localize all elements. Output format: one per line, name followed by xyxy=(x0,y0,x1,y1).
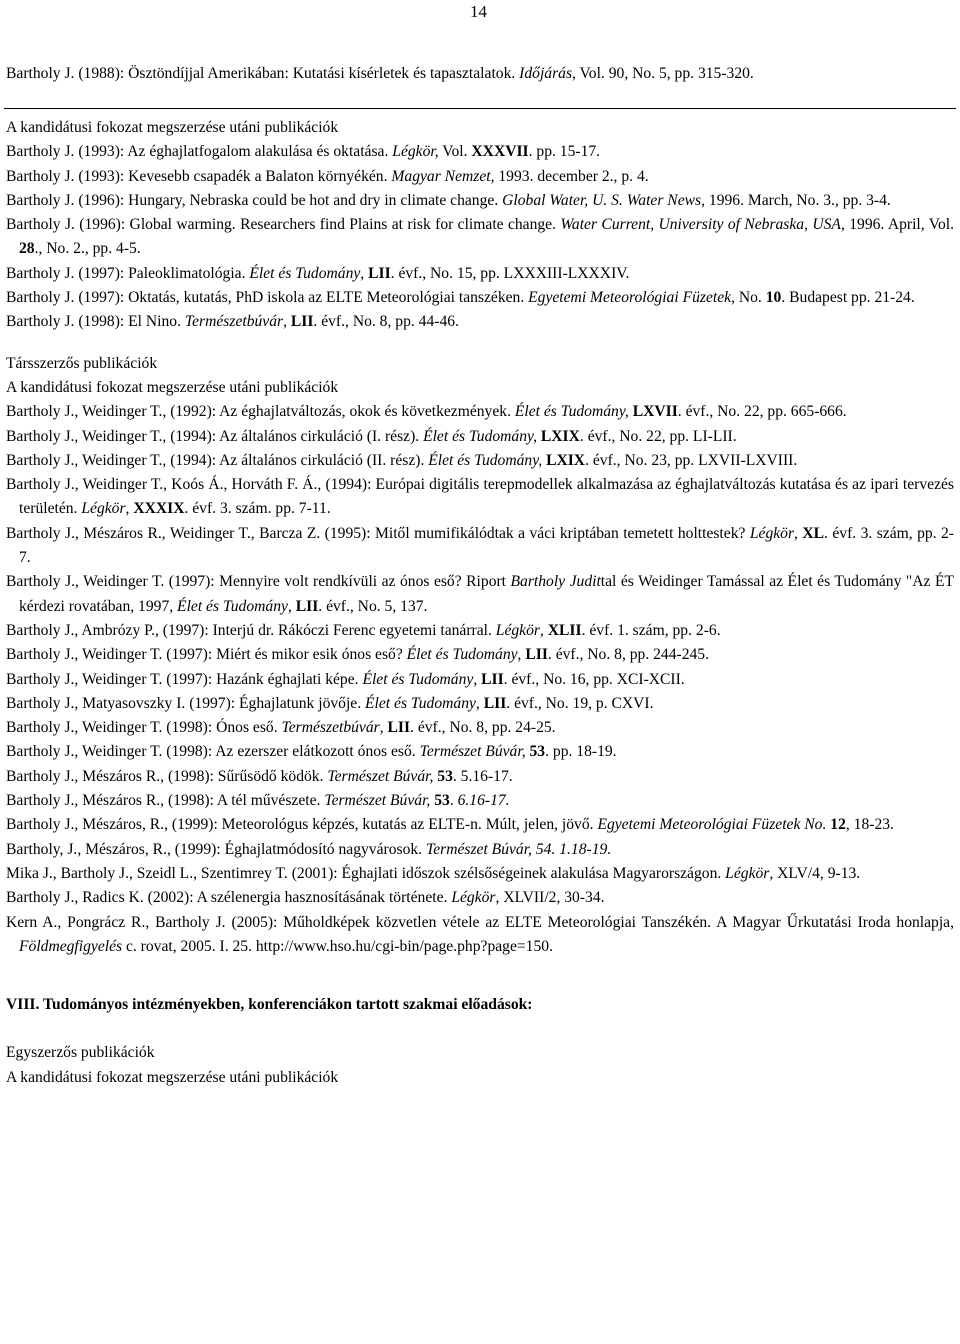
bibliography-entry xyxy=(6,862,954,886)
bold-run: LII xyxy=(525,646,548,664)
bold-run: LII xyxy=(387,719,411,737)
text-run: . évf., No. 22, pp. 665-666. xyxy=(677,403,847,421)
main-block xyxy=(6,116,954,1090)
bold-run: 12 xyxy=(830,816,846,834)
text-run: , Vol. 90, No. 5, pp. 315-320. xyxy=(572,65,754,82)
bibliography-entry xyxy=(6,570,954,619)
text-run: . évf., No. 5, 137. xyxy=(318,597,428,615)
text-run: Bartholy J., Mészáros R., Weidinger T., Barcza Z. (1995): Mitől mumifikálódtak a váci kriptában temetett holttestek? xyxy=(6,524,750,542)
text-run: . évf., No. 15, pp. LXXXIII-LXXXIV. xyxy=(390,264,630,282)
text-run: Bartholy J. (1993): Az éghajlatfogalom alakulása és oktatása. xyxy=(6,143,393,161)
text-run: , xyxy=(475,694,484,712)
bold-run: LII xyxy=(295,597,319,615)
bibliography-entry xyxy=(6,473,954,522)
bibliography-entry xyxy=(6,619,954,643)
italic-run: Global Water, U. S. Water News, xyxy=(502,191,706,209)
italic-run: Légkör xyxy=(451,889,496,907)
entry-list-top xyxy=(6,62,954,86)
italic-run: Természet Búvár, xyxy=(327,767,434,785)
horizontal-rule xyxy=(4,108,956,109)
italic-run: Légkör xyxy=(495,621,540,639)
text-run: , XLVII/2, 30-34. xyxy=(495,889,605,907)
bibliography-entry xyxy=(6,838,954,862)
bibliography-entry xyxy=(6,765,954,789)
section-heading-post-candidacy-2: A kandidátusi fokozat megszerzése utáni publikációk xyxy=(6,378,339,396)
text-run: Bartholy J. (1996): Global warming. Researchers find Plains at risk for climate change. xyxy=(6,216,561,234)
text-run: , xyxy=(360,264,369,282)
text-run: Bartholy J., Weidinger T. (1997): Mennyire volt rendkívüli az ónos eső? Riport xyxy=(6,573,511,591)
section-heading-single-author: Egyszerzős publikációk xyxy=(6,1044,155,1062)
bibliography-entry xyxy=(6,886,954,910)
text-run: . évf. 3. szám, pp. 2-7. xyxy=(19,524,954,567)
bold-run: XXXIX xyxy=(133,500,185,518)
text-run: ., No. 2., pp. 4-5. xyxy=(34,240,141,258)
text-run: . évf., No. 8, pp. 44-46. xyxy=(313,313,459,331)
text-run: 1993. december 2., p. 4. xyxy=(494,167,649,185)
text-run: Bartholy J., Weidinger T., Koós Á., Horváth F. Á., (1994): Európai digitális terepmodellek alkalmazása az éghajlatváltozás kutatása és az ipari tervezés területén. xyxy=(6,476,954,518)
section-heading-post-candidacy: A kandidátusi fokozat megszerzése utáni publikációk xyxy=(6,119,339,136)
bibliography-entry xyxy=(6,789,954,813)
text-run: Bartholy J. (1997): Paleoklimatológia. xyxy=(6,264,250,282)
text-run: , xyxy=(287,597,296,615)
bold-run: XXXVII xyxy=(471,143,529,161)
text-run: Bartholy J., Weidinger T. (1998): Az ezerszer elátkozott ónos eső. xyxy=(6,743,420,761)
italic-run: Élet és Tudomány xyxy=(362,670,474,688)
text-run: Bartholy J., Mészáros, R., (1999): Meteorológus képzés, kutatás az ELTE-n. Múlt, jelen, jövő. xyxy=(6,816,598,834)
italic-run: Élet és Tudomány xyxy=(249,264,361,282)
text-run: 1996. April, Vol. xyxy=(844,216,955,234)
bold-run: XL xyxy=(802,524,825,542)
text-run: . évf., No. 16, pp. XCI-XCII. xyxy=(503,670,685,688)
italic-run: Földmegfigyelés xyxy=(19,937,123,955)
italic-run: Természetbúvár xyxy=(184,313,284,331)
italic-run: Élet és Tudomány, xyxy=(423,427,537,445)
bibliography-entry xyxy=(6,911,954,960)
bibliography-entry xyxy=(6,716,954,740)
text-run: Mika J., Bartholy J., Szeidl L., Szentimrey T. (2001): Éghajlati időszok szélsőségeinek alakulása Magyarországon. xyxy=(6,864,726,882)
italic-run: Természet Búvár, xyxy=(419,743,526,761)
text-run: , xyxy=(539,621,548,639)
text-run: Bartholy J. (1998): El Nino. xyxy=(6,313,185,331)
bold-run: 28 xyxy=(19,240,35,258)
page-number: 14 xyxy=(470,2,487,21)
italic-run: Természet Búvár, 54. 1.18-19. xyxy=(425,840,612,858)
italic-run: Élet és Tudomány, xyxy=(428,451,543,469)
text-run: . xyxy=(449,792,458,810)
text-run: 1996. March, No. 3., pp. 3-4. xyxy=(705,191,891,209)
text-run: Bartholy J., Mészáros R., (1998): Sűrűsödő ködök. xyxy=(6,767,328,785)
italic-run: 6.16-17. xyxy=(457,792,510,810)
text-run: . évf. 3. szám. pp. 7-11. xyxy=(184,500,331,518)
section-heading-coauthored: Társszerzős publikációk xyxy=(6,354,158,372)
italic-run: Egyetemi Meteorológiai Füzetek No. xyxy=(597,816,827,834)
text-run: . évf. 1. szám, pp. 2-6. xyxy=(581,621,721,639)
bibliography-entry xyxy=(6,740,954,764)
italic-run: Water Current, University of Nebraska, USA, xyxy=(560,216,845,234)
text-run: , xyxy=(283,313,291,331)
text-run: . pp. 18-19. xyxy=(545,743,617,761)
top-block xyxy=(6,62,954,86)
bold-run: LXIX xyxy=(546,451,586,469)
bibliography-entry xyxy=(6,400,954,424)
bold-run: LII xyxy=(481,670,504,688)
bibliography-entry xyxy=(6,643,954,667)
section-heading-post-candidacy-3: A kandidátusi fokozat megszerzése utáni publikációk xyxy=(6,1068,339,1086)
bibliography-entry xyxy=(6,310,954,334)
italic-run: Magyar Nemzet, xyxy=(391,167,495,185)
text-run: c. rovat, 2005. I. 25. http://www.hso.hu/cgi-bin/page.php?page=150. xyxy=(122,937,553,955)
text-run: , xyxy=(794,524,803,542)
bold-run: 53 xyxy=(529,743,546,761)
text-run: . évf., No. 22, pp. LI-LII. xyxy=(579,427,737,445)
italic-run: Bartholy Judit xyxy=(510,573,601,591)
text-run: Bartholy J. (1993): Kevesebb csapadék a Balaton környékén. xyxy=(6,167,392,185)
text-run: . évf., No. 23, pp. LXVII-LXVIII. xyxy=(585,451,798,469)
text-run: Bartholy J., Weidinger T. (1998): Ónos eső. xyxy=(6,719,282,737)
text-run: Bartholy J. (1996): Hungary, Nebraska could be hot and dry in climate change. xyxy=(6,191,503,209)
bibliography-entry xyxy=(6,165,954,189)
text-run: Bartholy J., Weidinger T., (1992): Az éghajlatváltozás, okok és következmények. xyxy=(6,403,515,421)
bibliography-entry xyxy=(6,262,954,286)
bold-run: 53 xyxy=(437,767,453,785)
text-run: . Budapest pp. 21-24. xyxy=(781,289,915,307)
italic-run: Élet és Tudomány, xyxy=(514,403,629,421)
italic-run: Légkör xyxy=(749,524,795,542)
text-run: Bartholy J., Weidinger T. (1997): Miért és mikor esik ónos eső? xyxy=(6,646,407,664)
bibliography-entry xyxy=(6,140,954,164)
text-run: Kern A., Pongrácz R., Bartholy J. (2005): Műholdképek közvetlen vétele az ELTE Meteorológiai Tanszékén. A Magyar Űrkutatási Iroda honlapja, xyxy=(6,913,954,931)
bibliography-entry xyxy=(6,668,954,692)
bold-run: LII xyxy=(290,313,314,331)
section-title-lectures: VIII. Tudományos intézményekben, konferenciákon tartott szakmai előadások: xyxy=(6,996,533,1014)
italic-run: Élet és Tudomány xyxy=(177,597,288,615)
text-run: . évf., No. 8, pp. 244-245. xyxy=(547,646,710,664)
bibliography-entry xyxy=(6,62,954,86)
text-run: tal és Weidinger Tamással az Élet és Tudomány "Az ÉT kérdezi rovatában, 1997, xyxy=(19,573,954,615)
text-run: , XLV/4, 9-13. xyxy=(769,864,861,882)
bold-run: 53 xyxy=(434,792,450,810)
text-run: , xyxy=(517,646,526,664)
text-run: Bartholy, J., Mészáros, R., (1999): Éghajlatmódosító nagyvárosok. xyxy=(6,840,426,858)
text-run: . pp. 15-17. xyxy=(528,143,601,161)
text-run: Bartholy J. (1997): Oktatás, kutatás, PhD iskola az ELTE Meteorológiai tanszéken. xyxy=(6,289,529,307)
bold-run: LXIX xyxy=(540,427,580,445)
bibliography-entry xyxy=(6,425,954,449)
text-run: . 5.16-17. xyxy=(452,767,513,785)
bibliography-entry xyxy=(6,189,954,213)
italic-run: Élet és Tudomány xyxy=(365,694,476,712)
bibliography-entry xyxy=(6,286,954,310)
entry-list-single-author xyxy=(6,140,954,334)
italic-run: Légkör xyxy=(725,864,770,882)
bold-run: LXVII xyxy=(632,403,678,421)
bibliography-entry xyxy=(6,213,954,262)
text-run: Bartholy J., Radics K. (2002): A szélenergia hasznosításának története. xyxy=(6,889,452,907)
bibliography-entry xyxy=(6,449,954,473)
italic-run: Természetbúvár xyxy=(281,719,380,737)
italic-run: Élet és Tudomány xyxy=(406,646,518,664)
bold-run: 10 xyxy=(765,289,782,307)
text-run: Bartholy J., Weidinger T. (1997): Hazánk éghajlati képe. xyxy=(6,670,363,688)
text-run: , xyxy=(125,500,134,518)
bold-run: XLII xyxy=(547,621,582,639)
italic-run: Légkör xyxy=(81,500,126,518)
text-run: , 18-23. xyxy=(845,816,894,834)
italic-run: Légkör, xyxy=(392,143,439,161)
text-run: , No. xyxy=(731,289,766,307)
bold-run: LII xyxy=(368,264,391,282)
text-run: Vol. xyxy=(438,143,472,161)
bibliography-entry xyxy=(6,813,954,837)
text-run: , xyxy=(379,719,388,737)
text-run: Bartholy J. (1988): Ösztöndíjjal Amerikában: Kutatási kísérletek és tapasztalatok. xyxy=(6,65,520,82)
text-run: Bartholy J., Ambrózy P., (1997): Interjú dr. Rákóczi Ferenc egyetemi tanárral. xyxy=(6,621,496,639)
text-run: , xyxy=(473,670,482,688)
text-run: . évf., No. 19, p. CXVI. xyxy=(506,694,654,712)
text-run: Bartholy J., Matyasovszky I. (1997): Éghajlatunk jövője. xyxy=(6,694,366,712)
entry-list-coauthored xyxy=(6,400,954,959)
italic-run: Egyetemi Meteorológiai Füzetek xyxy=(528,289,732,307)
italic-run: Időjárás xyxy=(519,65,573,82)
italic-run: Természet Búvár, xyxy=(324,792,431,810)
bibliography-entry xyxy=(6,692,954,716)
bold-run: LII xyxy=(483,694,507,712)
text-run: Bartholy J., Weidinger T., (1994): Az általános cirkuláció (II. rész). xyxy=(6,451,429,469)
bibliography-entry xyxy=(6,522,954,571)
text-run: Bartholy J., Mészáros R., (1998): A tél művészete. xyxy=(6,792,325,810)
text-run: . évf., No. 8, pp. 24-25. xyxy=(410,719,556,737)
text-run: Bartholy J., Weidinger T., (1994): Az általános cirkuláció (I. rész). xyxy=(6,427,424,445)
